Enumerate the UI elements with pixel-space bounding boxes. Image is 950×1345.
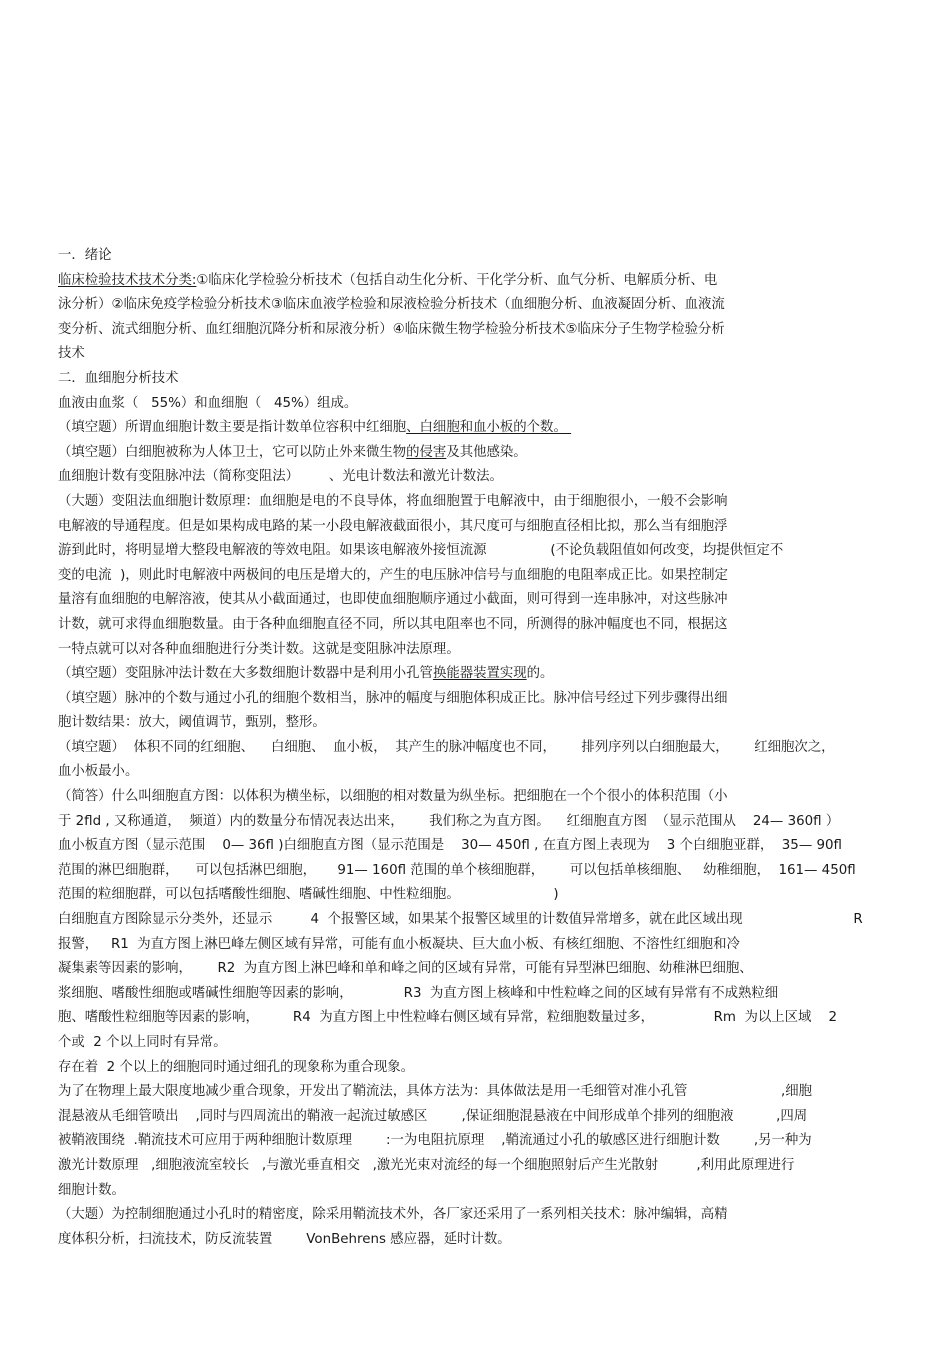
underlined-text: 、白细胞和血小板的个数。 (406, 420, 572, 436)
text-segment: 血小板直方图（显示范围 0— 36fl )白细胞直方图（显示范围是 30— 450fl , 在直方图上表现为 3 个白细胞亚群， 35— 90fl (58, 838, 842, 854)
text-line (58, 269, 893, 294)
text-segment: 被鞘液围绕 .鞘流技术可应用于两种细胞计数原理 :一为电阻抗原理 ,鞘流通过小孔的敏感区进行细胞计数 ,另一种为 (58, 1133, 812, 1149)
text-line (58, 588, 893, 613)
text-line (58, 834, 893, 859)
text-segment: 为了在物理上最大限度地减少重合现象，开发出了鞘流法，具体方法为：具体做法是用一毛细管对准小孔管 ,细胞 (58, 1084, 813, 1100)
text-line (58, 1056, 893, 1081)
text-line (58, 392, 893, 417)
text-line (58, 613, 893, 638)
text-line (58, 1179, 893, 1204)
text-segment: 电解液的导通程度。但是如果构成电路的某一小段电解液截面很小，其尺度可与细胞直径相比拟，那么当有细胞浮 (58, 518, 728, 534)
text-line (58, 1203, 893, 1228)
underlined-text: 的侵害 (406, 444, 447, 460)
text-line (58, 244, 893, 269)
text-segment: （填空题）白细胞被称为人体卫士，它可以防止外来微生物 (58, 444, 407, 460)
text-segment: 范围的粒细胞群，可以包括嗜酸性细胞、嗜碱性细胞、中性粒细胞。 ) (58, 887, 559, 903)
text-line (58, 638, 893, 663)
text-segment: 的。 (526, 666, 554, 682)
text-line (58, 1105, 893, 1130)
text-line (58, 760, 893, 785)
text-line (58, 810, 893, 835)
text-line (58, 515, 893, 540)
text-segment: 存在着 2 个以上的细胞同时通过细孔的现象称为重合现象。 (58, 1059, 415, 1075)
text-segment: 凝集素等因素的影响， R2 为直方图上淋巴峰和单和峰之间的区域有异常，可能有异型淋巴细胞、幼稚淋巴细胞、 (58, 961, 753, 977)
text-line (58, 342, 893, 367)
text-segment: 血小板最小。 (58, 764, 139, 780)
text-segment: 血液由血浆（ 55%）和血细胞（ 45%）组成。 (58, 395, 358, 411)
text-segment: 细胞计数。 (58, 1182, 125, 1198)
text-line (58, 318, 893, 343)
text-line (58, 1154, 893, 1179)
text-line (58, 785, 893, 810)
text-segment: （大题）为控制细胞通过小孔时的精密度，除采用鞘流技术外，各厂家还采用了一系列相关技术：脉冲编辑，高精 (58, 1207, 728, 1223)
text-segment: 二．血细胞分析技术 (58, 370, 179, 386)
text-segment: 游到此时，将明显增大整段电解液的等效电阻。如果该电解液外接恒流源 (不论负载阻值如何改变，均提供恒定不 (58, 543, 784, 559)
text-segment: 变分析、流式细胞分析、血红细胞沉降分析和尿液分析）④临床微生物学检验分析技术⑤临床分子生物学检验分析 (58, 321, 725, 337)
text-line (58, 416, 893, 441)
text-line (58, 957, 893, 982)
text-segment: （填空题）所谓血细胞计数主要是指计数单位容积中红细胞 (58, 420, 407, 436)
text-line (58, 465, 893, 490)
text-line (58, 293, 893, 318)
text-segment: 变的电流 )，则此时电解液中两极间的电压是增大的，产生的电压脉冲信号与血细胞的电阻率成正比。如果控制定 (58, 567, 728, 583)
text-line (58, 1228, 893, 1253)
text-line (58, 883, 893, 908)
text-segment: 混悬液从毛细管喷出 ,同时与四周流出的鞘液一起流过敏感区 ,保证细胞混悬液在中间形成单个排列的细胞液 ,四周 (58, 1108, 808, 1124)
text-line (58, 687, 893, 712)
text-line (58, 441, 893, 466)
text-segment: 范围的淋巴细胞群， 可以包括淋巴细胞， 91— 160fl 范围的单个核细胞群， 可以包括单核细胞、 幼稚细胞， 161— 450fl (58, 862, 856, 878)
text-segment: 浆细胞、嗜酸性细胞或嗜碱性细胞等因素的影响， R3 为直方图上核峰和中性粒峰之间的区域有异常有不成熟粒细 (58, 985, 779, 1001)
text-line (58, 908, 893, 933)
text-segment: 及其他感染。 (446, 444, 527, 460)
text-segment: 一．绪论 (58, 248, 112, 263)
text-line (58, 711, 893, 736)
text-line (58, 1129, 893, 1154)
text-line (58, 1006, 893, 1031)
text-segment: 计数，就可求得血细胞数量。由于各种血细胞直径不同，所以其电阻率也不同，所测得的脉冲幅度也不同，根据这 (58, 616, 728, 632)
text-line (58, 1080, 893, 1105)
text-segment: （简答）什么叫细胞直方图：以体积为横坐标，以细胞的相对数量为纵坐标。把细胞在一个个很小的体积范围（小 (58, 789, 728, 805)
text-segment: 泳分析）②临床免疫学检验分析技术③临床血液学检验和尿液检验分析技术（血细胞分析、血液凝固分析、血液流 (58, 297, 725, 313)
text-segment: （大题）变阻法血细胞计数原理：血细胞是电的不良导体，将血细胞置于电解液中，由于细胞很小，一般不会影响 (58, 493, 728, 509)
text-line (58, 564, 893, 589)
text-segment: （填空题）脉冲的个数与通过小孔的细胞个数相当，脉冲的幅度与细胞体积成正比。脉冲信号经过下列步骤得出细 (58, 690, 728, 706)
text-segment: 激光计数原理 ,细胞液流室较长 ,与激光垂直相交 ,激光光束对流经的每一个细胞照射后产生光散射 ,利用此原理进行 (58, 1157, 795, 1173)
text-line (58, 1031, 893, 1056)
text-segment: （填空题） 体积不同的红细胞、 白细胞、 血小板， 其产生的脉冲幅度也不同， 排列序列以白细胞最大， 红细胞次之， (58, 739, 835, 755)
text-line (58, 933, 893, 958)
text-segment: ①临床化学检验分析技术（包括自动生化分析、干化学分析、血气分析、电解质分析、电 (196, 272, 718, 288)
text-segment: 血细胞计数有变阻脉冲法（简称变阻法） 、光电计数法和激光计数法。 (58, 469, 503, 485)
text-segment: 胞、嗜酸性粒细胞等因素的影响， R4 为直方图上中性粒峰右侧区域有异常，粒细胞数量过多， Rm 为以上区域 2 (58, 1010, 837, 1026)
text-line (58, 859, 893, 884)
text-segment: 白细胞直方图除显示分类外，还显示 4 个报警区域，如果某个报警区域里的计数值异常增多，就在此区域出现 R (58, 912, 863, 928)
text-line (58, 367, 893, 392)
text-line (58, 662, 893, 687)
text-segment: 胞计数结果：放大，阈值调节，甄别，整形。 (58, 715, 326, 731)
text-segment: 量溶有血细胞的电解溶液，使其从小截面通过，也即使血细胞顺序通过小截面，则可得到一连串脉冲，对这些脉冲 (58, 592, 728, 608)
text-segment: 个或 2 个以上同时有异常。 (58, 1035, 227, 1050)
text-line (58, 490, 893, 515)
text-segment: （填空题）变阻脉冲法计数在大多数细胞计数器中是利用小孔管 (58, 666, 433, 682)
document-body (58, 244, 893, 1252)
text-segment: 于 2fld , 又称通道， 频道）内的数量分布情况表达出来， 我们称之为直方图。 红细胞直方图 （显示范围从 24— 360fl ） (58, 813, 840, 829)
text-line (58, 736, 893, 761)
text-segment: 度体积分析，扫流技术，防反流装置 VonBehrens 感应器，延时计数。 (58, 1231, 511, 1247)
underlined-text: 换能器装置实现 (432, 666, 527, 682)
underlined-text: 临床检验技术技术分类: (58, 272, 197, 288)
text-line (58, 539, 893, 564)
text-segment: 一特点就可以对各种血细胞进行分类计数。这就是变阻脉冲法原理。 (58, 641, 460, 657)
text-line (58, 982, 893, 1007)
text-segment: 技术 (58, 346, 85, 362)
text-segment: 报警， R1 为直方图上淋巴峰左侧区域有异常，可能有血小板凝块、巨大血小板、有核红细胞、不溶性红细胞和冷 (58, 936, 740, 952)
